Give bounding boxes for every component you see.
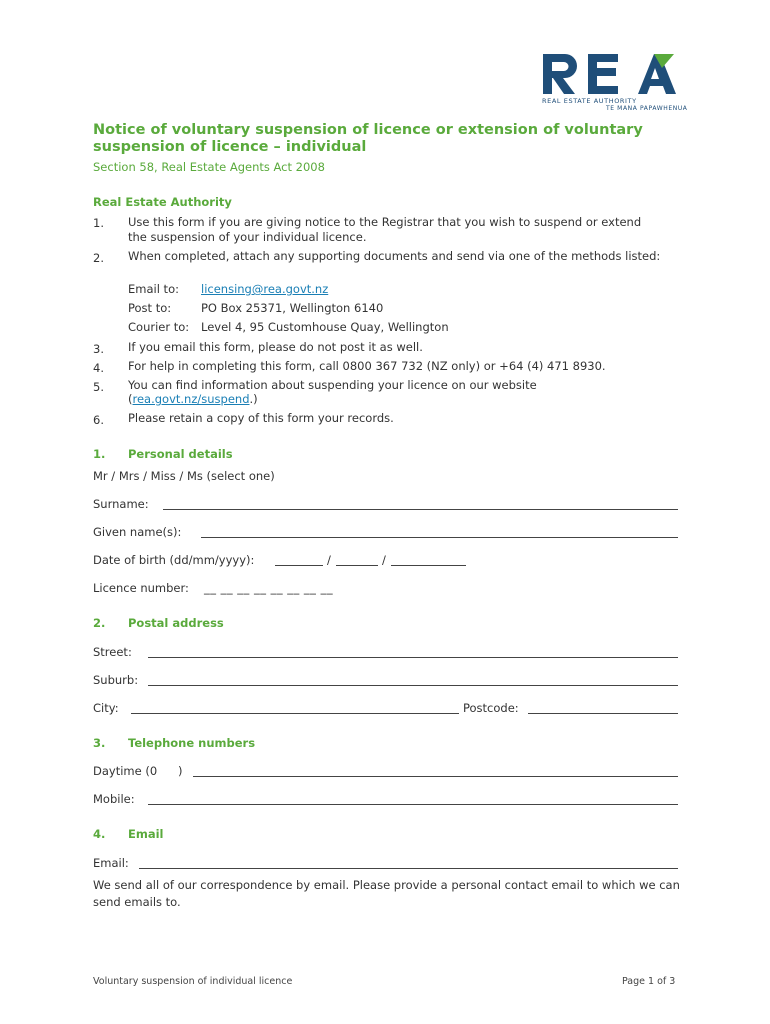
postcode-label: Postcode: <box>463 701 519 715</box>
dob-year-field[interactable] <box>391 565 466 566</box>
rea-logo <box>540 52 688 116</box>
email-label: Email: <box>93 856 129 870</box>
intro-heading: Real Estate Authority <box>93 195 232 209</box>
licence-number-field[interactable]: __ __ __ __ __ __ __ __ <box>204 581 334 595</box>
logo-line2: TE MANA PAPAWHENUA <box>606 105 688 112</box>
suburb-field[interactable] <box>148 685 678 686</box>
mobile-label: Mobile: <box>93 792 135 806</box>
website-link[interactable]: rea.govt.nz/suspend <box>132 392 250 406</box>
daytime-phone-field[interactable] <box>193 776 678 777</box>
page-title: Notice of voluntary suspension of licence or extension of voluntary suspension of licence – individual <box>93 122 643 155</box>
item-num: 6. <box>93 413 104 427</box>
section-title-postal: Postal address <box>128 616 224 630</box>
dob-separator: / <box>382 553 386 567</box>
item-text: You can find information about suspending your licence on our website <box>128 378 537 392</box>
rea-logo-mark <box>540 52 680 96</box>
daytime-phone-label: Daytime (0 <box>93 764 158 778</box>
courier-method-value: Level 4, 95 Customhouse Quay, Wellington <box>201 320 449 334</box>
dob-day-field[interactable] <box>275 565 323 566</box>
item-num: 4. <box>93 361 104 375</box>
surname-field[interactable] <box>163 509 678 510</box>
email-method-label: Email to: <box>128 282 179 296</box>
licence-number-label: Licence number: <box>93 581 189 595</box>
item-text: When completed, attach any supporting documents and send via one of the methods listed: <box>128 249 661 263</box>
page-number: Page 1 of 3 <box>622 976 676 987</box>
post-method-value: PO Box 25371, Wellington 6140 <box>201 301 384 315</box>
item-text: Use this form if you are giving notice to the Registrar that you wish to suspend or extend the suspension of your individual licence. <box>128 215 642 244</box>
section-title-phone: Telephone numbers <box>128 736 256 750</box>
postcode-field[interactable] <box>528 713 678 714</box>
item-text: If you email this form, please do not post it as well. <box>128 340 423 354</box>
given-names-label: Given name(s): <box>93 525 182 539</box>
website-line: (rea.govt.nz/suspend.) <box>128 392 258 406</box>
daytime-phone-close: ) <box>178 764 183 778</box>
post-method-label: Post to: <box>128 301 172 315</box>
email-note: We send all of our correspondence by email. Please provide a personal contact email to which we can send emails to. <box>93 878 680 909</box>
street-label: Street: <box>93 645 132 659</box>
city-label: City: <box>93 701 119 715</box>
item-num: 3. <box>93 342 104 356</box>
footer-left: Voluntary suspension of individual licence <box>93 976 293 987</box>
item-num: 5. <box>93 380 104 394</box>
section-number: 2. <box>93 616 106 630</box>
surname-label: Surname: <box>93 497 149 511</box>
dob-month-field[interactable] <box>336 565 378 566</box>
mobile-field[interactable] <box>148 804 678 805</box>
section-number: 3. <box>93 736 106 750</box>
item-text: Please retain a copy of this form your records. <box>128 411 394 425</box>
email-field[interactable] <box>139 868 678 869</box>
item-num: 1. <box>93 216 104 230</box>
page-subtitle: Section 58, Real Estate Agents Act 2008 <box>93 160 325 174</box>
item-num: 2. <box>93 251 104 265</box>
street-field[interactable] <box>148 657 678 658</box>
title-select[interactable]: Mr / Mrs / Miss / Ms (select one) <box>93 469 275 483</box>
section-number: 4. <box>93 827 106 841</box>
section-title-personal: Personal details <box>128 447 233 461</box>
email-link[interactable]: licensing@rea.govt.nz <box>201 282 329 296</box>
city-field[interactable] <box>131 713 459 714</box>
item-text: For help in completing this form, call 0800 367 732 (NZ only) or +64 (4) 471 8930. <box>128 359 606 373</box>
dob-label: Date of birth (dd/mm/yyyy): <box>93 553 255 567</box>
section-number: 1. <box>93 447 106 461</box>
suburb-label: Suburb: <box>93 673 139 687</box>
given-names-field[interactable] <box>201 537 678 538</box>
courier-method-label: Courier to: <box>128 320 190 334</box>
dob-separator: / <box>327 553 331 567</box>
logo-line1: REAL ESTATE AUTHORITY <box>542 97 637 105</box>
section-title-email: Email <box>128 827 164 841</box>
